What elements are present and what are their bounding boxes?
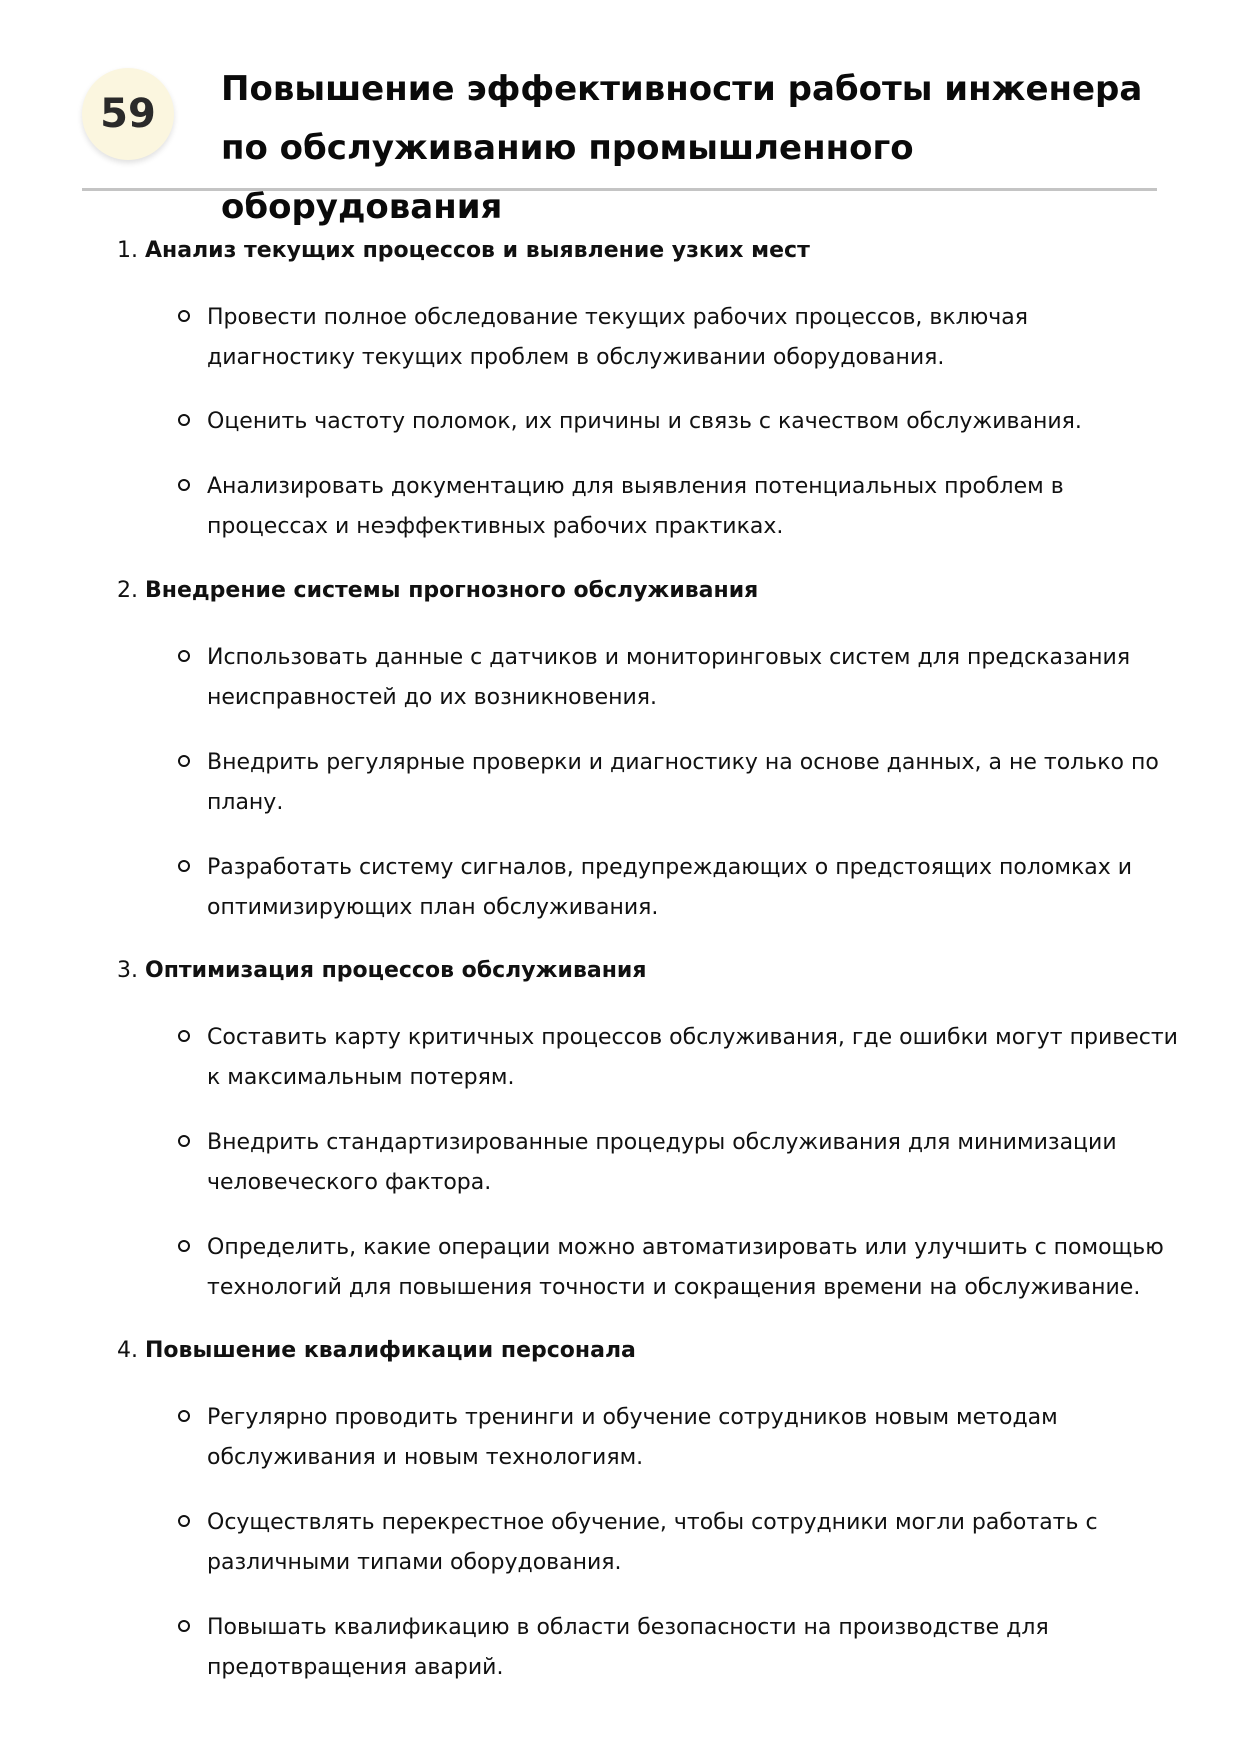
- list-item-text: Использовать данные с датчиков и мониторинговых систем для предсказания неисправностей до их возникновения.: [207, 645, 1131, 710]
- list-item-text: Анализировать документацию для выявления потенциальных проблем в процессах и неэффективных рабочих практиках.: [207, 474, 1064, 539]
- list-item-text: Составить карту критичных процессов обслуживания, где ошибки могут привести к максимальным потерям.: [207, 1025, 1178, 1090]
- section-number: 2.: [117, 578, 138, 603]
- page-header: [82, 54, 1157, 227]
- circle-bullet-icon: [178, 860, 190, 872]
- list-item-text: Повышать квалификацию в области безопасности на производстве для предотвращения аварий.: [207, 1615, 1049, 1680]
- section-title: Оптимизация процессов обслуживания: [145, 958, 647, 983]
- circle-bullet-icon: [178, 414, 190, 426]
- circle-bullet-icon: [178, 1030, 190, 1042]
- page-number-badge: 59: [82, 68, 174, 160]
- section-number: 4.: [117, 1338, 138, 1363]
- circle-bullet-icon: [178, 1135, 190, 1147]
- page-title: Повышение эффективности работы инженера по обслуживанию промышленного оборудования: [221, 69, 1143, 227]
- section-number: 3.: [117, 958, 138, 983]
- section-title: Повышение квалификации персонала: [145, 1338, 636, 1363]
- section-number: 1.: [117, 238, 138, 263]
- circle-bullet-icon: [178, 310, 190, 322]
- section-heading: [117, 236, 810, 266]
- list-item-text: Внедрить регулярные проверки и диагностику на основе данных, а не только по плану.: [207, 750, 1159, 815]
- section-heading: [117, 1336, 636, 1366]
- section-title: Внедрение системы прогнозного обслуживания: [145, 578, 759, 603]
- circle-bullet-icon: [178, 1410, 190, 1422]
- circle-bullet-icon: [178, 650, 190, 662]
- section-heading: [117, 576, 758, 606]
- circle-bullet-icon: [178, 1620, 190, 1632]
- list-item-text: Оценить частоту поломок, их причины и связь с качеством обслуживания.: [207, 409, 1082, 434]
- list-item-text: Внедрить стандартизированные процедуры обслуживания для минимизации человеческого фактора.: [207, 1130, 1117, 1195]
- circle-bullet-icon: [178, 1515, 190, 1527]
- list-item-text: Регулярно проводить тренинги и обучение сотрудников новым методам обслуживания и новым технологиям.: [207, 1405, 1058, 1470]
- circle-bullet-icon: [178, 755, 190, 767]
- list-item-text: Разработать систему сигналов, предупреждающих о предстоящих поломках и оптимизирующих план обслуживания.: [207, 855, 1133, 920]
- section-title: Анализ текущих процессов и выявление узких мест: [145, 238, 810, 263]
- list-item-text: Провести полное обследование текущих рабочих процессов, включая диагностику текущих проблем в обслуживании оборудования.: [207, 305, 1028, 370]
- list-item-text: Определить, какие операции можно автоматизировать или улучшить с помощью технологий для повышения точности и сокращения времени на обслуживание.: [207, 1235, 1164, 1300]
- circle-bullet-icon: [178, 1240, 190, 1252]
- list-item-text: Осуществлять перекрестное обучение, чтобы сотрудники могли работать с различными типами оборудования.: [207, 1510, 1098, 1575]
- circle-bullet-icon: [178, 479, 190, 491]
- section-heading: [117, 956, 646, 986]
